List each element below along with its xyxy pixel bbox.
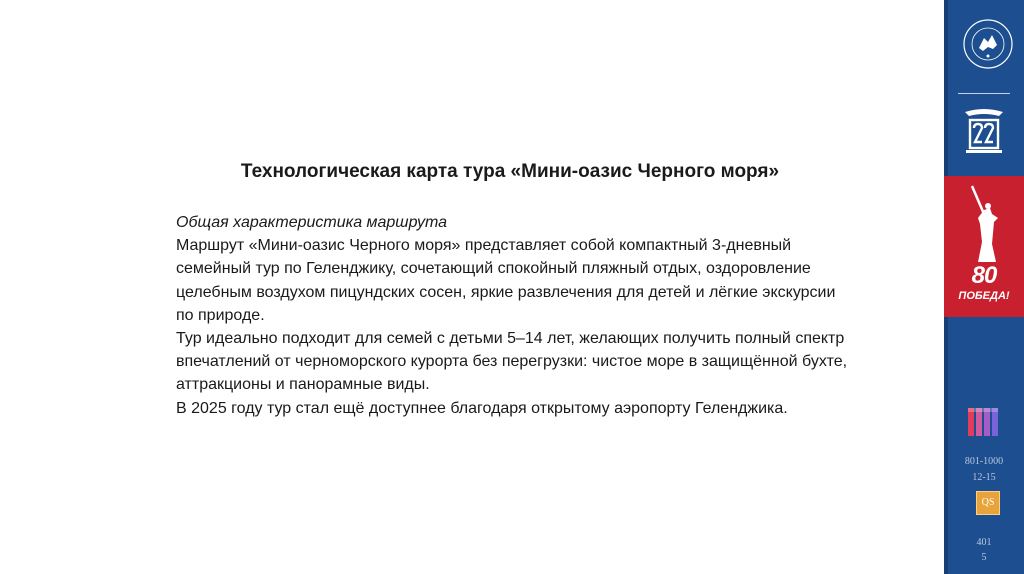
the-rank-line-2: 12-15 — [972, 472, 996, 483]
slide-title: Технологическая карта тура «Мини-оазис Черного моря» — [240, 161, 780, 182]
paragraph-1: Маршрут «Мини-оазис Черного моря» представляет собой компактный 3-дневный семейный тур по Геленджику, сочетающий спокойный пляжный отдых, оздоровление целебным воздухом пицундских сосен, яркие развлечения для детей и лёгкие экскурсии по природе. — [176, 237, 836, 324]
slide-body — [176, 211, 856, 420]
qs-rank-line-2: 5 — [981, 552, 987, 563]
220-column-icon — [961, 108, 1007, 158]
kfu-university-seal-icon — [962, 18, 1014, 70]
victory-word: ПОБЕДА! — [958, 290, 1010, 302]
paragraph-2: Тур идеально подходит для семей с детьми 5–14 лет, желающих получить полный спектр впечатлений от черноморского курорта без перегрузки: чистое море в защищённой бухте, аттракционы и панорамные виды. — [176, 330, 848, 394]
section-subtitle: Общая характеристика маршрута — [176, 214, 447, 231]
the-rank-line-1: 801-1000 — [964, 456, 1004, 467]
motherland-statue-icon — [968, 184, 1002, 264]
sidebar-separator — [958, 93, 1010, 94]
qs-ranking-icon: QS — [976, 491, 1000, 515]
qs-rank-line-1: 401 — [976, 537, 992, 548]
victory-number: 80 — [971, 262, 997, 289]
paragraph-3: В 2025 году тур стал ещё доступнее благодаря открытому аэропорту Геленджика. — [176, 399, 788, 417]
the-ranking-icon — [966, 404, 1000, 440]
victory-80-banner — [944, 176, 1024, 317]
